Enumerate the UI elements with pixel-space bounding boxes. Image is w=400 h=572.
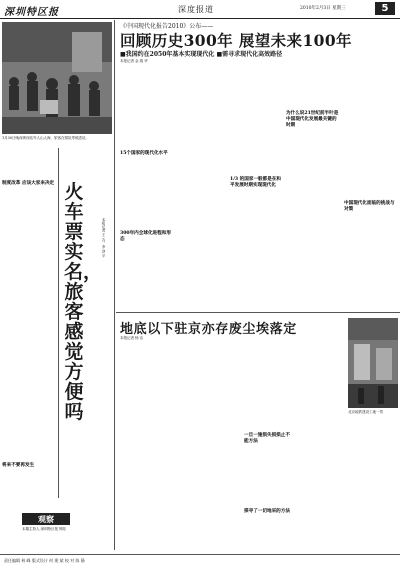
column-divider-left	[114, 20, 115, 550]
section-title: 深度报道	[178, 5, 214, 14]
bottom-story-title: 地底以下驻京亦存废尘埃落定	[120, 322, 297, 337]
bottom-story-photo	[348, 318, 398, 408]
top-story-col-1	[120, 66, 170, 306]
top-story-kicker: 《中国现代化报告2010》公布——	[120, 23, 214, 30]
top-story-col-4	[286, 66, 340, 306]
newspaper-logo: 深圳特区报	[4, 7, 59, 18]
bottom-story-col-2	[182, 344, 240, 550]
top-section-head-4: 为什么说21世纪前半叶是中国现代化发展最关键的时期	[286, 111, 339, 128]
top-section-head-3: 1/3 的国家一般都是在和平发展时期实现现代化	[230, 177, 282, 188]
left-section-head-1: 制度改革 应该大家来决定	[2, 181, 55, 186]
bottom-story-col-5	[348, 422, 398, 550]
bottom-photo-caption: 北京地铁建设工地一景	[348, 410, 383, 414]
bottom-story-byline: 本报记者 杨 洁	[120, 336, 144, 340]
bottom-section-head-2: 探寻了一切地采的方法	[244, 509, 290, 514]
left-story-byline: 本报记者 王 吉、李 剑 平	[102, 218, 106, 258]
left-section-head-2: 将来不要再发生	[2, 463, 35, 468]
top-story-col-5	[344, 22, 398, 306]
observe-subtitle: 本期主持人 深圳特区报 网站	[22, 527, 67, 531]
footer-rule	[0, 554, 400, 555]
left-story-photo	[2, 22, 112, 134]
bottom-story-col-4	[298, 320, 344, 480]
top-story-col-2	[174, 66, 226, 306]
bottom-story-col-1	[120, 344, 178, 550]
story-divider	[116, 312, 400, 313]
left-col-divider	[58, 148, 59, 498]
left-story-headline: 火车票实名，旅客感觉方便吗	[64, 181, 103, 423]
page-number: 5	[375, 2, 395, 15]
top-story-title: 回顾历史300年 展望未来100年	[120, 31, 352, 50]
observe-badge: 观察	[22, 513, 70, 525]
issue-date: 2010年2月3日 星期三	[300, 6, 346, 11]
top-section-head-1: 15个国家的现代化水平	[120, 151, 168, 156]
crowd-photo-illustration	[2, 22, 112, 134]
left-story-body-2	[88, 300, 112, 500]
footer-credits: 责任编辑 林 峰 版式设计 何 建 斌 校 对 陈 静	[4, 558, 85, 563]
left-story-body	[2, 148, 52, 500]
left-photo-caption: 1月30日晚深圳西站外人山人海，旅客在排队等候进站。	[2, 136, 89, 140]
top-story-subtitle: ■我国约在2050年基本实现现代化 ■需寻求现代化高效路径	[120, 51, 283, 58]
bottom-section-head-1: 一旦一施损失损损止不能方法	[244, 433, 290, 444]
top-section-head-5: 中国现代化面临的挑战与对策	[344, 201, 395, 212]
top-section-head-2: 300年内全球化进程和形态	[120, 231, 171, 242]
subway-photo-illustration	[348, 318, 398, 408]
top-story-byline: 本报记者 金 瑞 华	[120, 59, 148, 63]
